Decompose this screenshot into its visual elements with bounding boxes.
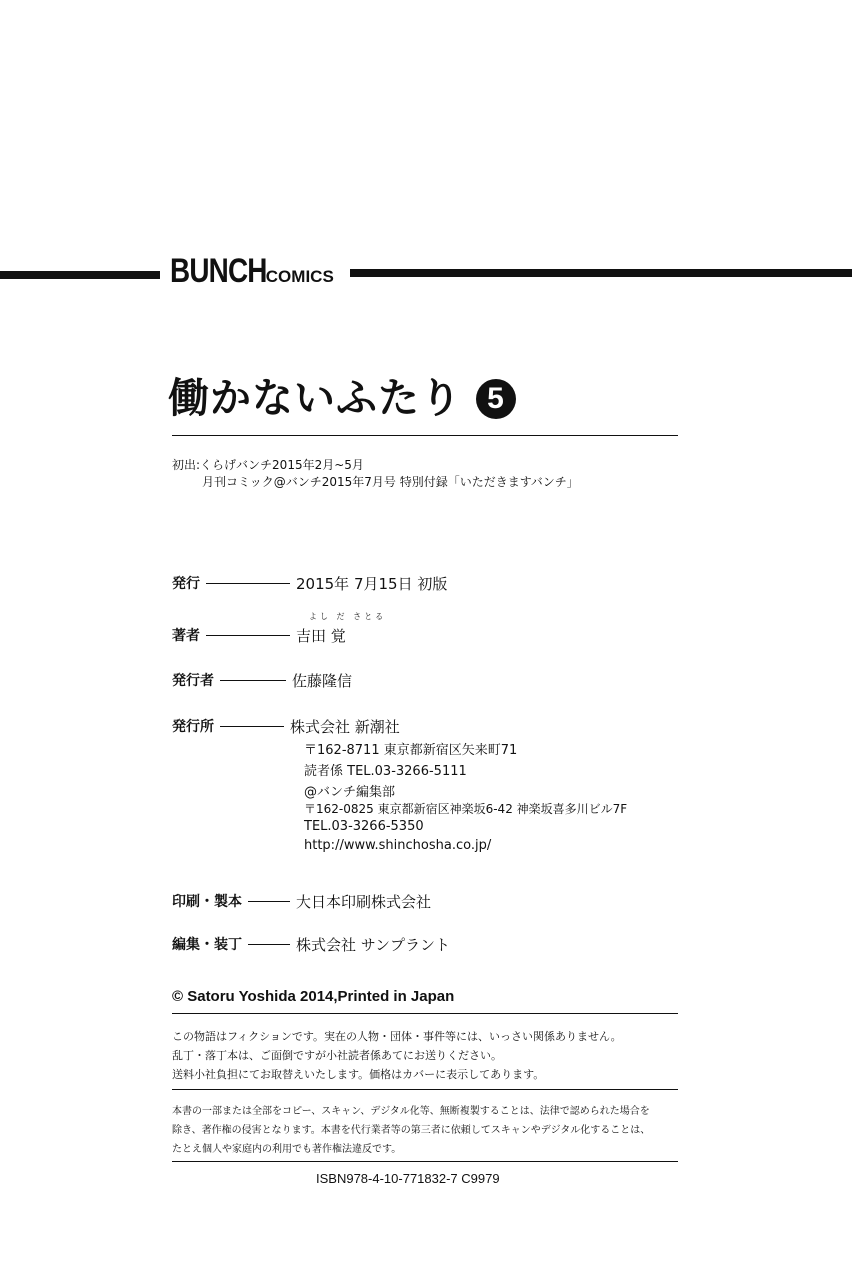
author-value: 吉田 覚	[296, 626, 346, 645]
notes-rule	[172, 1089, 678, 1090]
brand-sub-text: COMICS	[265, 267, 334, 286]
serialization-line-2: 月刊コミック@バンチ2015年7月号 特別付録「いただきますバンチ」	[202, 475, 579, 489]
edit-dash	[248, 944, 290, 945]
edit-row	[172, 932, 450, 956]
publisher-dash	[220, 680, 286, 681]
brand-main-text: BUNCH	[170, 252, 267, 290]
print-dash	[248, 901, 290, 902]
edit-label: 編集・装丁	[172, 937, 242, 953]
issue-label: 発行	[172, 576, 200, 592]
issue-dash	[206, 583, 290, 584]
edit-value: 株式会社 サンプラント	[296, 935, 451, 954]
serialization-line-1: 初出:くらげバンチ2015年2月~5月	[172, 458, 364, 472]
notice-defect: 乱丁・落丁本は、ご面倒ですが小社読者係あてにお送りください。	[172, 1049, 502, 1062]
copyright-rule	[172, 1013, 678, 1014]
author-row	[172, 623, 346, 647]
house-editorial: @バンチ編集部	[304, 785, 396, 800]
author-ruby: よし だ さとる	[309, 612, 387, 621]
print-row	[172, 889, 431, 913]
notice-price: 送料小社負担にてお取替えいたします。価格はカバーに表示してあります。	[172, 1068, 545, 1081]
author-label: 著者	[172, 628, 200, 644]
title-underline	[172, 435, 678, 436]
publisher-value: 佐藤隆信	[292, 671, 353, 690]
copyright-notice-2: 除き、著作権の侵害となります。本書を代行業者等の第三者に依頼してスキャンやデジタル化することは、	[172, 1125, 651, 1136]
house-label: 発行所	[172, 719, 214, 735]
house-editorial-tel: TEL.03-3266-5350	[304, 819, 424, 834]
house-value: 株式会社 新潮社	[290, 717, 400, 736]
notice-fiction: この物語はフィクションです。実在の人物・団体・事件等には、いっさい関係ありません。	[172, 1030, 622, 1043]
house-row	[172, 714, 400, 738]
publisher-label: 発行者	[172, 673, 214, 689]
issue-value: 2015年 7月15日 初版	[296, 574, 448, 593]
copyright-line: © Satoru Yoshida 2014,Printed in Japan	[172, 988, 455, 1005]
brand-logo	[170, 252, 334, 291]
copyright-notice-3: たとえ個人や家庭内の利用でも著作権法違反です。	[172, 1144, 402, 1155]
house-address: 〒162-8711 東京都新宿区矢来町71	[304, 743, 518, 758]
house-reader-tel: 読者係 TEL.03-3266-5111	[304, 764, 467, 779]
print-label: 印刷・製本	[172, 894, 242, 910]
book-title-text: 働かないふたり	[168, 374, 462, 422]
house-editorial-address: 〒162-0825 東京都新宿区神楽坂6-42 神楽坂喜多川ビル7F	[304, 802, 628, 816]
publisher-row	[172, 668, 352, 692]
isbn-code: ISBN978-4-10-771832-7 C9979	[316, 1171, 500, 1186]
volume-badge: 5	[476, 379, 516, 419]
print-value: 大日本印刷株式会社	[296, 892, 432, 911]
book-title	[168, 365, 516, 424]
brand-rule-left	[0, 271, 160, 279]
copyright-notice-1: 本書の一部または全部をコピー、スキャン、デジタル化等、無断複製することは、法律で認められた場合を	[172, 1106, 650, 1117]
isbn-rule	[172, 1161, 678, 1162]
house-dash	[220, 726, 284, 727]
author-dash	[206, 635, 290, 636]
brand-rule-right	[350, 269, 852, 277]
house-url: http://www.shinchosha.co.jp/	[304, 838, 492, 853]
issue-row	[172, 571, 447, 595]
